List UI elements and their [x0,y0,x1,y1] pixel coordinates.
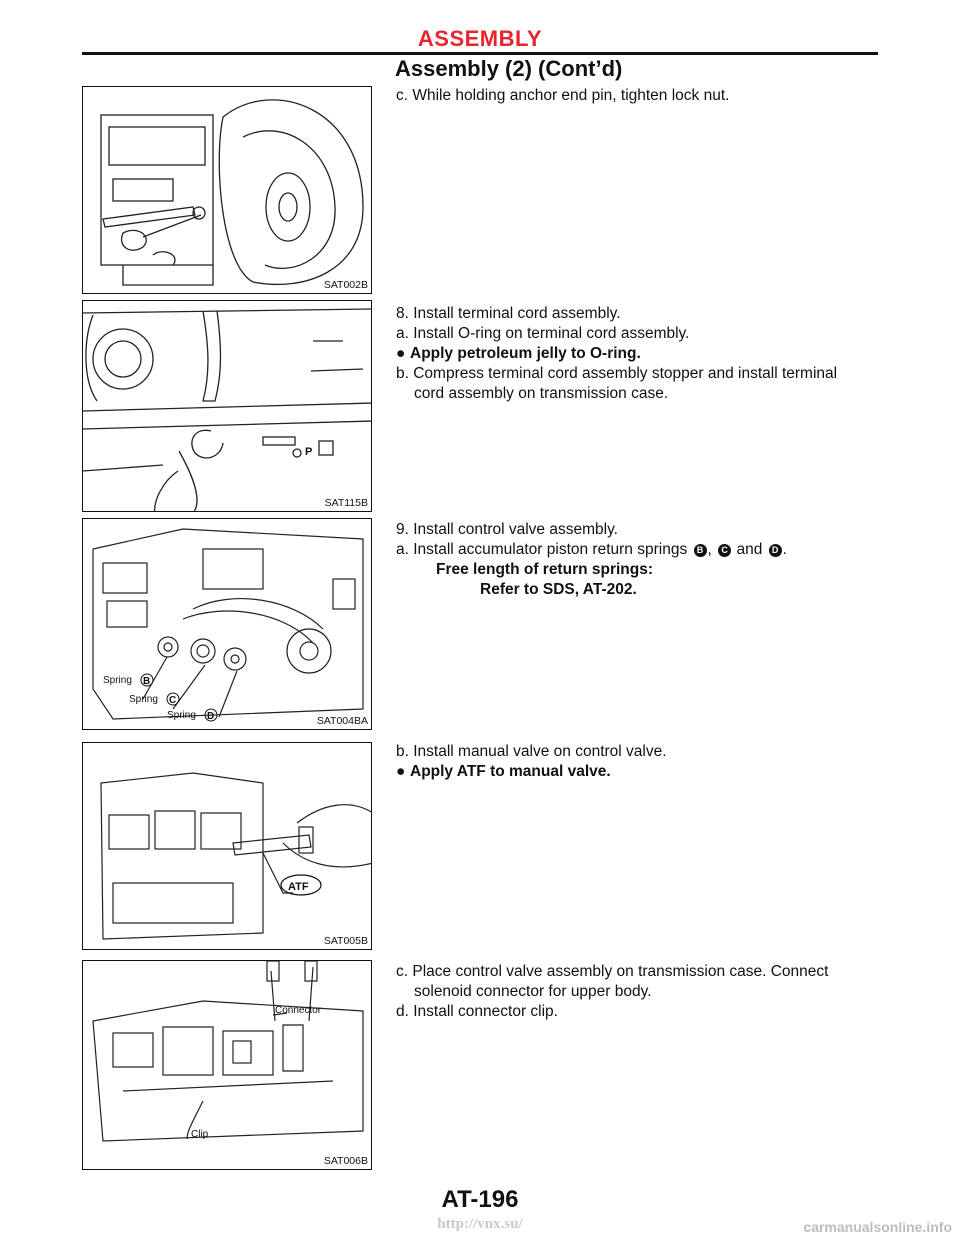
figure-connector-clip [82,960,372,1170]
figure-code: SAT115B [324,497,368,509]
instruction-text: a. Install O-ring on terminal cord assembly. [396,325,690,342]
step-9-control-valve [396,520,882,600]
section-title: ASSEMBLY [417,26,543,51]
figure-code: SAT004BA [316,715,368,727]
instruction-text: c. While holding anchor end pin, tighten lock nut. [396,87,730,104]
circled-c-icon: C [718,544,731,557]
instruction-text: b. Compress terminal cord assembly stopper and install terminal [396,365,838,382]
caution-text: Apply ATF to manual valve. [410,763,611,780]
caution-note [396,344,882,364]
instruction-text: b. Install manual valve on control valve. [396,743,667,760]
transmission-illustration [83,87,372,294]
circled-b-icon: B [694,544,707,557]
step-b-manual-valve [396,742,882,782]
spring-label: Spring [167,710,196,721]
step-8-terminal-cord [396,304,882,404]
connector-illustration [83,961,372,1170]
figure-label-atf: ATF [288,881,309,893]
footer-url[interactable]: http://vnx.su/ [437,1216,523,1232]
bullet-icon: ● [396,763,406,780]
figure-lock-nut [82,86,372,294]
spec-value: Refer to SDS, AT-202. [480,581,637,598]
header-rule [82,52,878,55]
instruction-text: 8. Install terminal cord assembly. [396,305,621,322]
spring-letter-d: D [207,711,215,722]
spring-letter-c: C [169,695,177,706]
watermark: carmanualsonline.info [803,1219,952,1235]
figure-return-springs [82,518,372,730]
figure-label-clip: Clip [191,1129,209,1140]
instruction-text: solenoid connector for upper body. [414,983,652,1000]
figure-label-p: P [305,446,313,458]
figure-code: SAT005B [323,935,368,947]
instruction-text: d. Install connector clip. [396,1003,558,1020]
instruction-text: cord assembly on transmission case. [414,385,669,402]
control-valve-illustration [83,519,372,730]
spring-letter-b: B [143,676,151,687]
page-subtitle: Assembly (2) (Cont’d) [395,56,623,81]
spring-label: Spring [129,694,158,705]
step-c-place-valve [396,962,882,1022]
figure-label-connector: Connector [275,1005,322,1016]
figure-manual-valve [82,742,372,950]
spring-label: Spring [103,675,132,686]
caution-text: Apply petroleum jelly to O-ring. [410,345,641,362]
figure-code: SAT002B [323,279,368,291]
page-number: AT-196 [441,1186,519,1213]
figure-terminal-cord [82,300,372,512]
instruction-text-springs: a. Install accumulator piston return springs B , C and D . [396,541,787,558]
circled-d-icon: D [769,544,782,557]
caution-note [396,762,882,782]
terminal-cord-illustration [83,301,372,512]
figure-code: SAT006B [323,1155,368,1167]
bullet-icon: ● [396,345,406,362]
step-c-lock-nut [396,86,882,106]
instruction-text: 9. Install control valve assembly. [396,521,618,538]
spec-label: Free length of return springs: [436,561,654,578]
manual-valve-illustration [83,743,372,950]
instruction-text: c. Place control valve assembly on transmission case. Connect [396,963,829,980]
